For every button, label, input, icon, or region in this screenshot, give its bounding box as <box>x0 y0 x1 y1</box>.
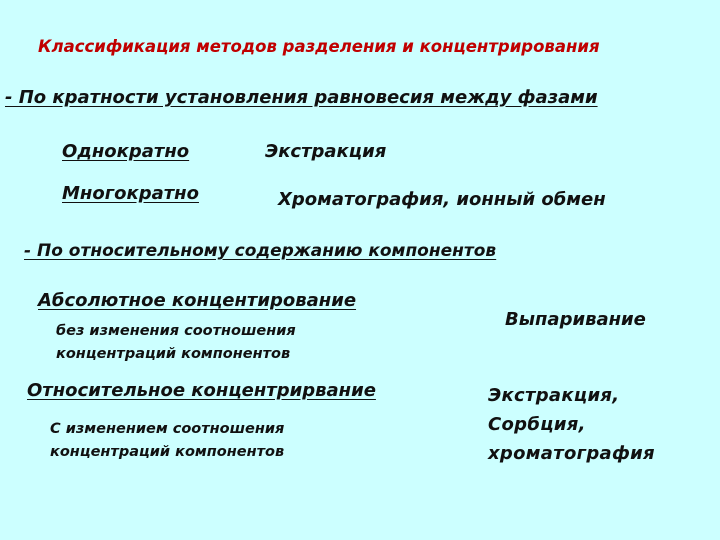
note-relative-line1: С изменением соотношения <box>50 421 285 437</box>
section-heading-equilibrium: - По кратности установления равновесия между фазами <box>5 87 598 108</box>
methods-relative <box>488 381 655 468</box>
method-chromatography-ion-exchange: Хроматография, ионный обмен <box>278 189 606 210</box>
slide-title: Классификация методов разделения и концентрирования <box>38 37 600 56</box>
label-relative-concentration: Относительное концентрирвание <box>27 380 376 401</box>
note-relative <box>50 418 284 464</box>
label-multiple: Многократно <box>62 183 199 204</box>
method-extraction: Экстракция <box>265 141 387 162</box>
section-heading-content: - По относительному содержанию компонентов <box>24 241 497 261</box>
method-relative-line1: Экстракция, <box>488 385 620 406</box>
method-relative-line3: хроматография <box>488 443 655 464</box>
method-relative-line2: Сорбция, <box>488 414 586 435</box>
method-evaporation: Выпаривание <box>505 309 646 330</box>
label-single: Однократно <box>62 141 190 162</box>
note-absolute <box>56 320 296 366</box>
note-absolute-line2: концентраций компонентов <box>56 346 291 362</box>
note-absolute-line1: без изменения соотношения <box>56 323 296 339</box>
label-absolute-concentration: Абсолютное концентирование <box>38 290 357 311</box>
note-relative-line2: концентраций компонентов <box>50 444 285 460</box>
